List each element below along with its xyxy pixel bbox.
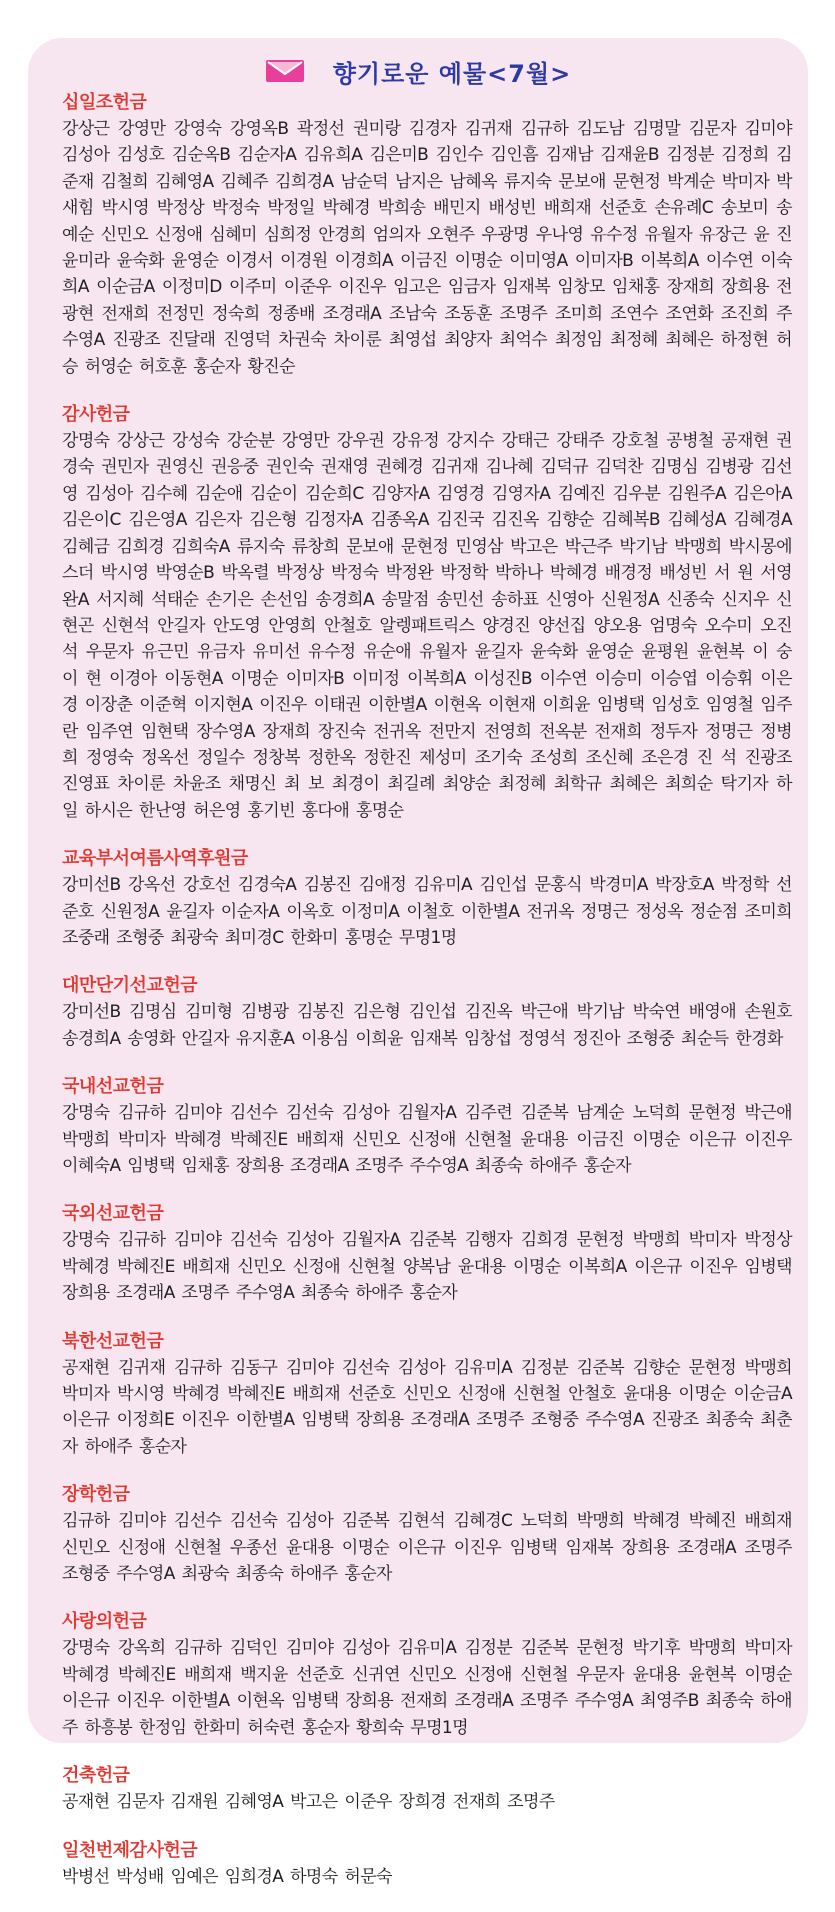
offering-card: [28, 38, 808, 1887]
section-tithe: [62, 90, 792, 380]
section-title: 국내선교헌금: [62, 1076, 164, 1098]
donor-names: 공재현 김문자 김재원 김혜영A 박고은 이준우 장희경 전재희 조명주: [62, 1792, 555, 1813]
section-domestic-mission: [62, 1074, 792, 1179]
section-title: 건축헌금: [62, 1765, 130, 1787]
donor-names: 강명숙 강상근 강성숙 강순분 강영만 강우권 강유정 강지수 강태근 강태주 강호철 공병철 공재현 권경숙 권민자 권영신 권응중 권인숙 권재영 권혜경 김귀재 김나혜 김덕규 김덕찬 김명심 김병광 김선영 김성아 김수혜 김순애 김순이 김순희C 김양자A 김영경 김영자A 김예진 김우분 김원주A 김은아A 김은이C 김은영A 김은자 김은형 김정자A 김종옥A 김진국 김진옥 김향순 김혜복B 김혜성A 김혜경A 김혜금 김희경 김희숙A 류지숙 류창희 문보애 문현정 민영삼 박고은 박근주 박기남 박맹희 박시몽에스더 박시영 박영순B 박옥렬 박정상 박정숙 박정완 박정학 박하나 박혜경 배경정 배성빈 서 원 서영완A 서지혜 석태순 손기은 손선임 송경희A 송말점 송민선 송하표 신영아 신원정A 신종숙 신지우 신현곤 신현석 안길자 안도영 안영희 안철호 알렝패트릭스 양경진 양선집 양오용 엄명숙 오수미 오진석 우문자 유근민 유금자 유미선 유수정 유순애 유월자 윤길자 윤숙화 윤영순 윤평원 윤현복 이 숭 이 현 이경아 이동현A 이명순 이미자B 이미정 이복희A 이성진B 이수연 이승미 이승엽 이승휘 이은경 이장춘 이준혁 이지현A 이진우 이태권 이한별A 이현옥 이현재 이희윤 임병택 임성호 임영철 임주란 임주연 임현택 장수영A 장재희 장진숙 전귀옥 전만지 전영희 전옥분 전재희 정두자 정명근 정병희 정영숙 정옥선 정일수 정창복 정한옥 정한진 제성미 조기숙 조성희 조신혜 조은경 진 석 진광조 진영표 차이룬 차윤조 채명신 최 보 최경이 최길례 최양순 최정혜 최학규 최혜은 최희순 탁기자 하 일 하시은 한난영 허은영 홍기빈 홍다애 홍명순: [62, 431, 792, 821]
donor-names: 김규하 김미야 김선수 김선숙 김성아 김준복 김현석 김혜경C 노덕희 박맹희 박혜경 박혜진 배희재 신민오 신정애 신현철 우종선 윤대용 이명순 이은규 이진우 임병택 임재복 장희용 조경래A 조명주 조형중 주수영A 최광숙 최종숙 하애주 홍순자: [62, 1511, 792, 1585]
section-thousand-offering: [62, 1838, 792, 1890]
section-taiwan-mission: [62, 973, 792, 1052]
section-title: 감사헌금: [62, 404, 130, 426]
section-title: 사랑의헌금: [62, 1611, 147, 1633]
donor-names: 강미선B 김명심 김미형 김병광 김봉진 김은형 김인섭 김진옥 박근애 박기남 박숙연 배영애 손원호 송경희A 송영화 안길자 유지훈A 이용심 이희윤 임재복 임창섭 정영석 정진아 조형중 최순득 한경화: [62, 1002, 792, 1049]
section-thanksgiving: [62, 402, 792, 824]
donor-names: 박병선 박성배 임예은 임희경A 하명숙 허문숙: [62, 1866, 392, 1887]
page-title: 향기로운 예물<7월>: [332, 59, 572, 88]
section-overseas-mission: [62, 1201, 792, 1306]
section-title: 장학헌금: [62, 1484, 130, 1506]
section-title: 대만단기선교헌금: [62, 975, 198, 997]
content: [62, 90, 792, 1912]
section-love: [62, 1609, 792, 1741]
section-north-korea-mission: [62, 1329, 792, 1461]
donor-names: 강명숙 김규하 김미야 김선숙 김성아 김월자A 김준복 김행자 김희경 문현정 박맹희 박미자 박정상 박혜경 박혜진E 배희재 신민오 신정애 신현철 양복남 윤대용 이명순 이복희A 이은규 이진우 임병택 장희용 조경래A 조명주 주수영A 최종숙 하애주 홍순자: [62, 1230, 792, 1304]
section-scholarship: [62, 1482, 792, 1587]
section-title: 북한선교헌금: [62, 1330, 164, 1352]
donor-names: 강상근 강영만 강영숙 강영옥B 곽정선 권미랑 김경자 김귀재 김규하 김도남 김명말 김문자 김미야 김성아 김성호 김순옥B 김순자A 김유희A 김은미B 김인수 김인흠 김재남 김재윤B 김정분 김정희 김준재 김철희 김혜영A 김혜주 김희경A 남순덕 남지은 남혜옥 류지숙 문보애 문현정 박계순 박미자 박새힘 박시영 박정상 박정숙 박정일 박혜경 박희송 배민지 배성빈 배희재 선준호 손유례C 송보미 송예순 신민오 신정애 심혜미 심희정 안경희 엄의자 오현주 우광명 우나영 유수정 유월자 유장근 윤 진 윤미라 윤숙화 윤영순 이경서 이경원 이경희A 이금진 이명순 이미영A 이미자B 이복희A 이수연 이숙희A 이순금A 이정미D 이주미 이준우 이진우 임고은 임금자 임재복 임창모 임채홍 장재희 장희용 전광현 전재희 전정민 정숙희 정종배 조경래A 조남숙 조동훈 조명주 조미희 조연수 조연화 조진희 주수영A 진광조 진달래 진영덕 차권숙 차이룬 최영섭 최양자 최억수 최정임 최정혜 최혜은 하정현 허 승 허영순 허호훈 홍순자 황진순: [62, 119, 792, 377]
section-title: 십일조헌금: [62, 92, 147, 113]
donor-names: 강미선B 강옥선 강호선 김경숙A 김봉진 김애정 김유미A 김인섭 문홍식 박경미A 박장호A 박정학 선준호 신원정A 윤길자 이순자A 이옥호 이정미A 이철호 이한별A 전귀옥 정명근 정성옥 정순점 조미희 조중래 조형중 최광숙 최미경C 한화미 홍명순 무명1명: [62, 875, 792, 948]
donor-names: 공재현 김귀재 김규하 김동구 김미야 김선숙 김성아 김유미A 김정분 김준복 김향순 문현정 박맹희 박미자 박시영 박혜경 박혜진E 배희재 선준호 신민오 신정애 신현철 안철호 윤대용 이명순 이순금A 이은규 이정희E 이진우 이한별A 임병택 장희용 조경래A 조명주 조형중 주수영A 진광조 최종숙 최춘자 하애주 홍순자: [62, 1357, 792, 1457]
header: [28, 48, 808, 94]
section-education-summer: [62, 846, 792, 951]
donor-names: 강명숙 김규하 김미야 김선수 김선숙 김성아 김월자A 김주련 김준복 남계순 노덕희 문현정 박근애 박맹희 박미자 박혜경 박혜진E 배희재 신민오 신정애 신현철 윤대용 이금진 이명순 이은규 이진우 이혜숙A 임병택 임채홍 장희용 조경래A 조명주 주수영A 최종숙 하애주 홍순자: [62, 1103, 792, 1176]
section-title: 일천번제감사헌금: [62, 1839, 198, 1861]
envelope-icon: [265, 58, 305, 84]
section-title: 교육부서여름사역후원금: [62, 848, 248, 870]
section-title: 국외선교헌금: [62, 1203, 164, 1225]
donor-names: 강명숙 강옥희 김규하 김덕인 김미야 김성아 김유미A 김정분 김준복 문현정 박기후 박맹희 박미자 박혜경 박혜진E 배희재 백지윤 선준호 신귀연 신민오 신정애 신현철 우문자 윤대용 윤현복 이명순 이은규 이진우 이한별A 이현옥 임병택 장희용 전재희 조경래A 조명주 주수영A 최영주B 최종숙 하애주 하흥봉 한정임 한화미 허숙련 홍순자 황희숙 무명1명: [62, 1638, 792, 1738]
